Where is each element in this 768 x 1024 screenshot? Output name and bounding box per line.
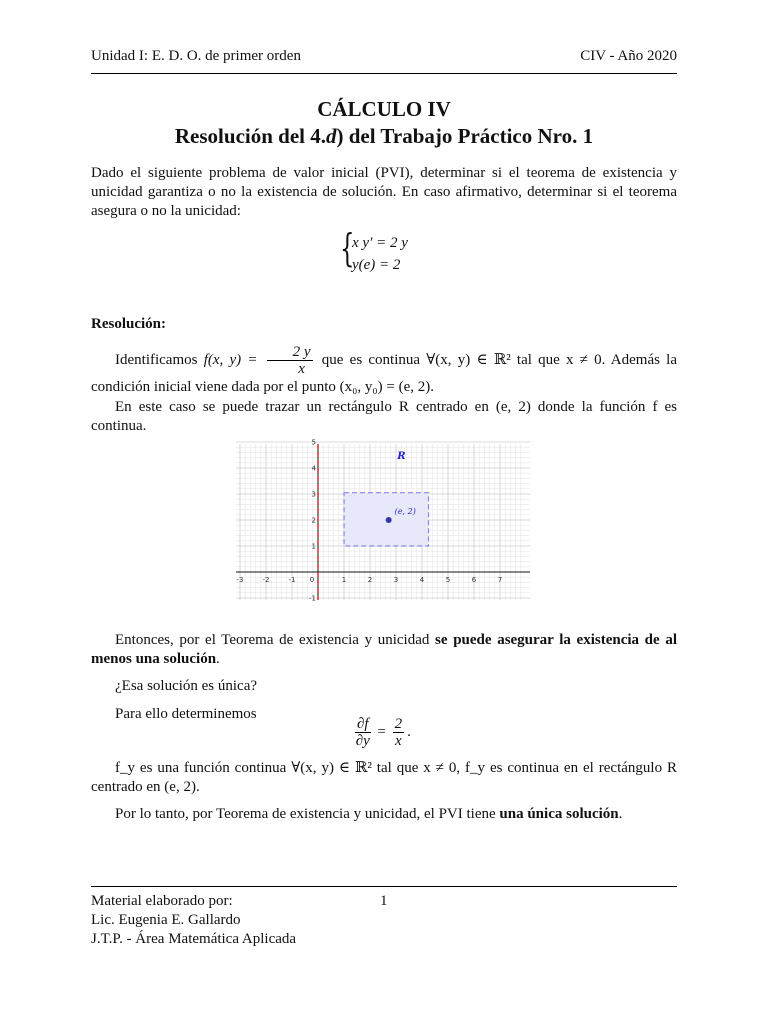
deriv-frac-2	[393, 716, 405, 749]
title-main: CÁLCULO IV	[317, 97, 451, 121]
brace-icon: {	[340, 226, 355, 270]
x-tick-label: -3	[236, 576, 244, 584]
partial-derivative-display	[352, 716, 411, 749]
x-tick-label: 3	[393, 576, 399, 584]
equation-2: y(e) = 2	[352, 257, 401, 273]
paragraph-rectangle: En este caso se puede trazar un rectángulo R centrado en (e, 2) donde la función f es continua.	[91, 399, 677, 434]
footer-line-3: J.T.P. - Área Matemática Aplicada	[91, 931, 297, 947]
footer-line-1: Material elaborado por:	[91, 893, 233, 909]
footer-rule	[91, 886, 677, 887]
title-sub-c: ) del Trabajo Práctico Nro. 1	[336, 124, 594, 148]
x-tick-label: 2	[367, 576, 373, 584]
x-tick-label: -2	[262, 576, 270, 584]
frac-den: x	[298, 361, 305, 377]
p7-text-bold: una única solución	[499, 806, 619, 822]
paragraph-fy-continuous: f_y es una función continua ∀(x, y) ∈ ℝ² tal que x ≠ 0, f_y es continua en el rectángulo R centrado en (e, 2).	[91, 760, 677, 795]
x-tick-label: 6	[471, 576, 477, 584]
point-label: (e, 2)	[394, 507, 416, 516]
p3-text-c: .	[216, 651, 220, 667]
rectangle-graph	[236, 438, 530, 603]
p1-fxy: f(x, y) =	[203, 351, 264, 368]
x-tick-label: 0	[309, 576, 315, 584]
deriv-den: ∂y	[355, 733, 370, 749]
deriv-den-2: x	[394, 733, 402, 749]
footer-line-2: Lic. Eugenia E. Gallardo	[91, 912, 241, 928]
title-sub-a: Resolución del 4.	[174, 124, 326, 148]
intro-paragraph: Dado el siguiente problema de valor inicial (PVI), determinar si el teorema de existencia y unicidad garantiza o no la existencia de solución. En caso afirmativo, determinar si el teorema asegura o no la unicidad:	[91, 165, 677, 219]
paragraph-identify	[91, 344, 677, 397]
footer-credits	[91, 892, 296, 949]
page-number: 1	[380, 893, 388, 909]
p1-text-a: Identificamos	[115, 351, 204, 368]
y-tick-label: 3	[311, 490, 316, 499]
deriv-num: ∂f	[357, 716, 369, 732]
paragraph-determine: Para ello determinemos	[115, 706, 257, 722]
deriv-end: .	[407, 723, 411, 740]
initial-point	[386, 517, 392, 523]
header-left: Unidad I: E. D. O. de primer orden	[91, 48, 301, 64]
y-tick-label: 4	[311, 464, 316, 473]
title-sub-b: d	[325, 124, 337, 148]
resolucion-heading: Resolución:	[91, 316, 166, 332]
deriv-num-2: 2	[394, 716, 403, 732]
paragraph-question: ¿Esa solución es única?	[115, 678, 258, 694]
x-tick-label: 4	[419, 576, 425, 584]
deriv-frac	[355, 716, 371, 749]
y-tick-label: 1	[311, 542, 316, 551]
p3-text-bold: se puede asegurar la existencia de al menos una solución	[91, 632, 678, 667]
equation-1: x y′ = 2 y	[352, 235, 408, 251]
p3-text-a: Entonces, por el Teorema de existencia y unicidad	[115, 632, 436, 648]
fraction-2y-over-x	[267, 344, 313, 377]
p1-text-b: que es continua ∀(x, y) ∈ ℝ² tal que x ≠ 0. Además la condición inicial viene dada por el punto (x₀, y₀) = (e, 2).	[91, 351, 677, 395]
x-tick-label: 7	[497, 576, 503, 584]
y-tick-label: 5	[311, 438, 316, 447]
paragraph-conclusion	[91, 805, 677, 824]
header-right: CIV - Año 2020	[580, 48, 677, 64]
deriv-eq: =	[373, 723, 390, 740]
y-tick-label: -1	[309, 594, 316, 603]
rectangle-label: R	[397, 450, 406, 462]
header-rule	[91, 73, 677, 74]
p7-text-a: Por lo tanto, por Teorema de existencia y unicidad, el PVI tiene	[115, 806, 500, 822]
y-tick-label: 2	[311, 516, 316, 525]
x-tick-label: 1	[341, 576, 347, 584]
frac-num: 2 y	[267, 344, 313, 361]
title-sub	[0, 124, 768, 149]
p7-text-c: .	[618, 806, 623, 822]
paragraph-existence	[91, 631, 677, 669]
x-tick-label: 5	[445, 576, 451, 584]
x-tick-label: -1	[288, 576, 296, 584]
